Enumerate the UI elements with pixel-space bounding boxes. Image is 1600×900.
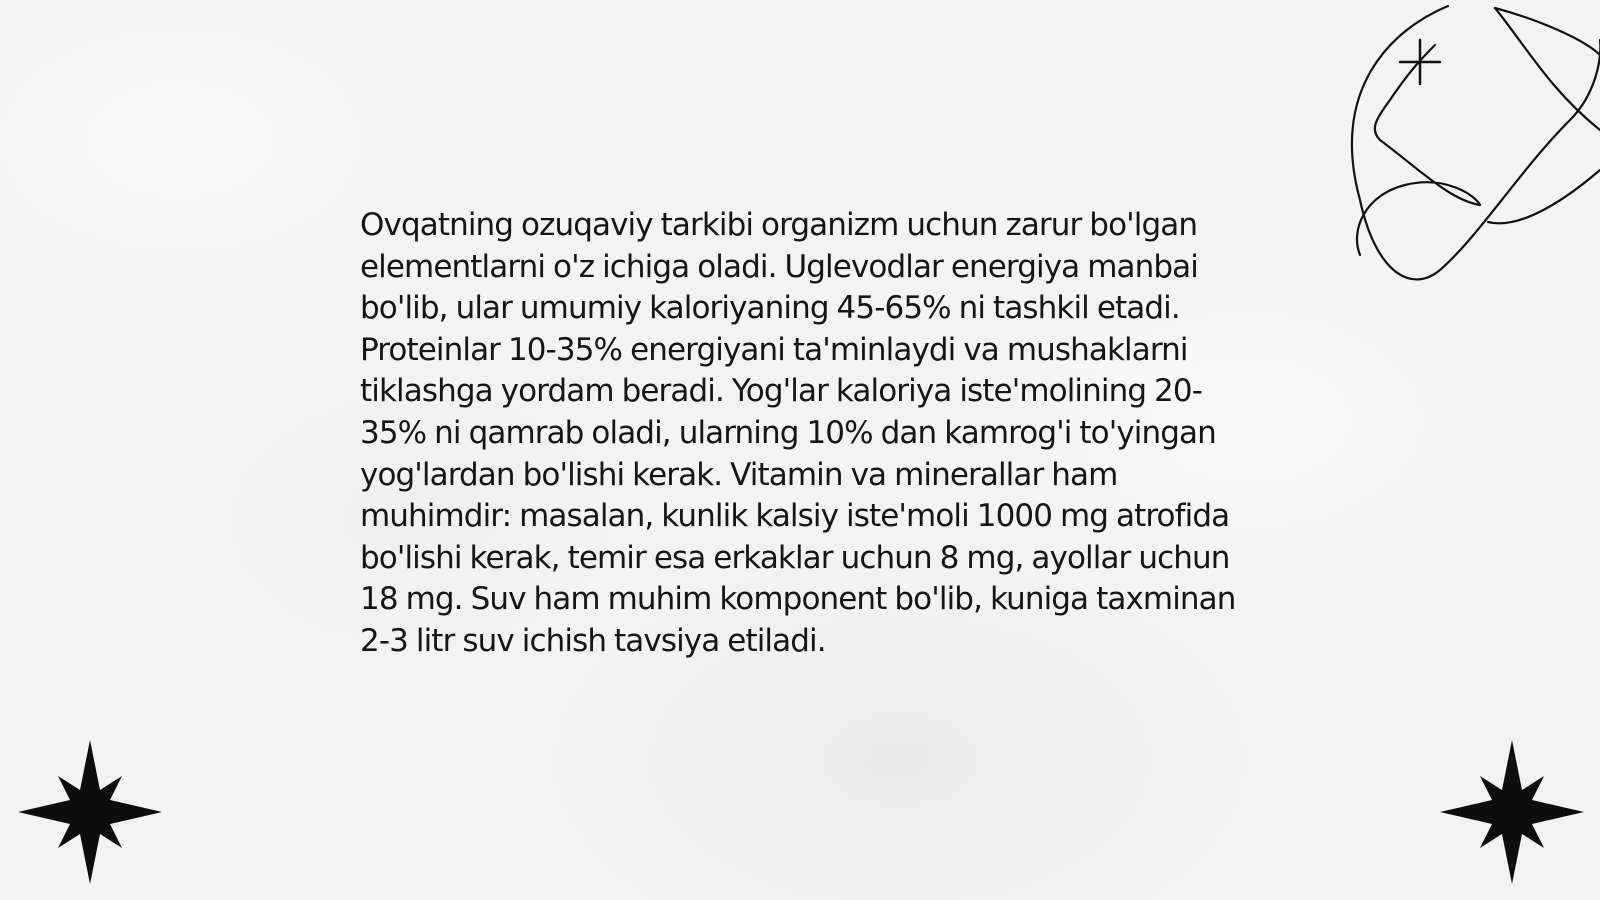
four-point-star-icon: [18, 740, 162, 884]
four-point-star-icon: [1440, 740, 1584, 884]
orbit-lines-icon: [1350, 0, 1600, 300]
body-paragraph: Ovqatning ozuqaviy tarkibi organizm uchun zarur bo'lgan elementlarni o'z ichiga oladi. Uglevodlar energiya manbai bo'lib, ular umumiy kaloriyaning 45-65% ni tashkil etadi. Proteinlar 10-35% energiyani ta'minlaydi va mushaklarni tiklashga yordam beradi. Yog'lar kaloriya iste'molining 20-35% ni qamrab oladi, ularning 10% dan kamrog'i to'yingan yog'lardan bo'lishi kerak. Vitamin va minerallar ham muhimdir: masalan, kunlik kalsiy iste'moli 1000 mg atrofida bo'lishi kerak, temir esa erkaklar uchun 8 mg, ayollar uchun 18 mg. Suv ham muhim komponent bo'lib, kuniga taxminan 2-3 litr suv ichish tavsiya etiladi.: [360, 207, 1236, 659]
